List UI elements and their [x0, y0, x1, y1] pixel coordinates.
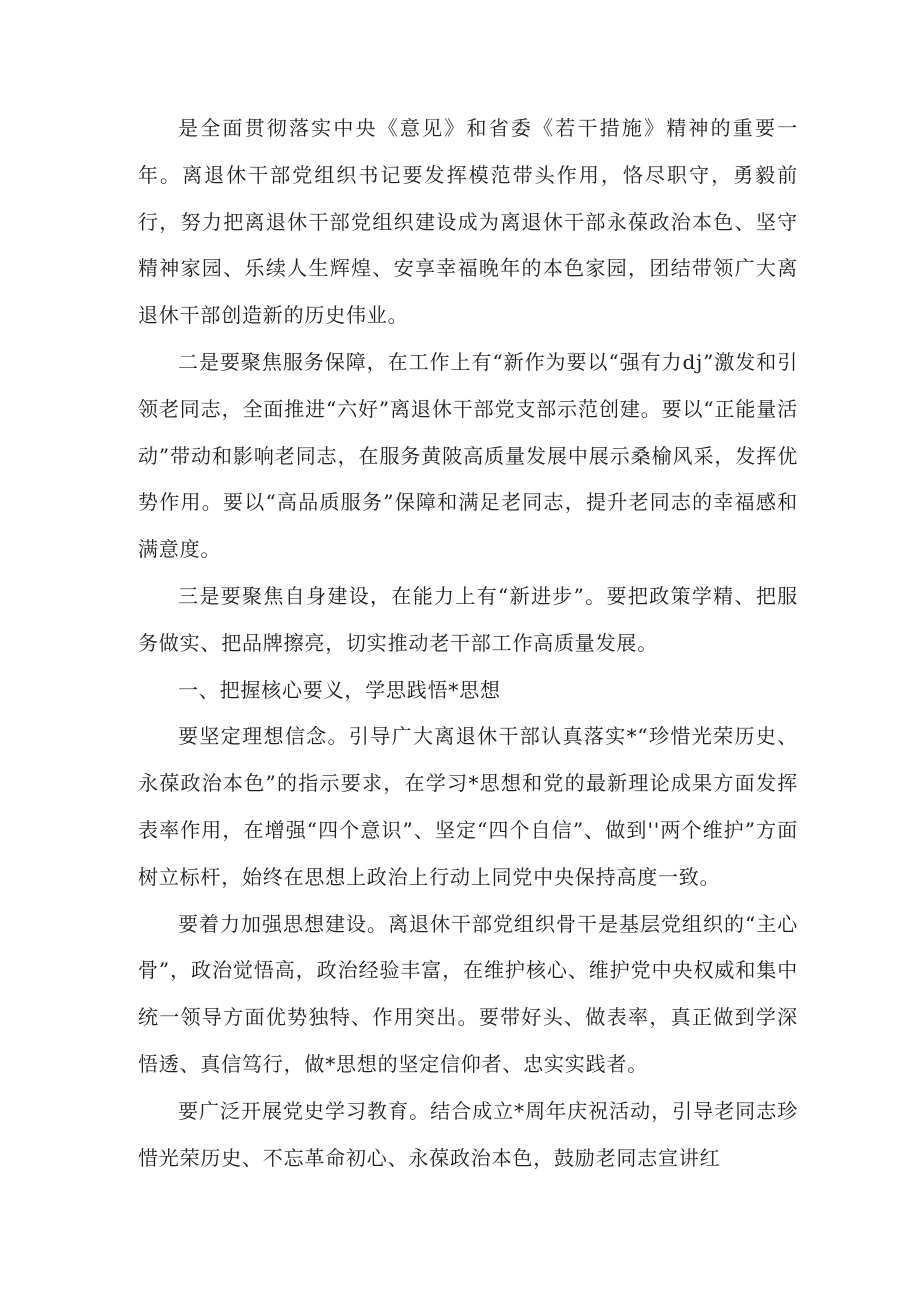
paragraph-goal-year: 是全面贯彻落实中央《意见》和省委《若干措施》精神的重要一年。离退休干部党组织书记要发挥模范带头作用，恪尽职守，勇毅前行，努力把离退休干部党组织建设成为离退休干部永葆政治本色、坚守精神家园、乐续人生辉煌、安享幸福晚年的本色家园，团结带领广大离退休干部创造新的历史伟业。 [138, 116, 798, 328]
paragraph-ideals-beliefs: 要坚定理想信念。引导广大离退休干部认真落实*“珍惜光荣历史、永葆政治本色”的指示要求，在学习*思想和党的最新理论成果方面发挥表率作用，在增强“四个意识”、坚定“四个自信”、做到''两个维护”方面树立标杆，始终在思想上政治上行动上同党中央保持高度一致。 [138, 724, 798, 889]
paragraph-service-guarantee: 二是要聚焦服务保障，在工作上有“新作为要以“强有力dj”激发和引领老同志，全面推进“六好”离退休干部党支部示范创建。要以“正能量活动”带动和影响老同志，在服务黄陂高质量发展中展示桑榆风采，发挥优势作用。要以“高品质服务”保障和满足老同志，提升老同志的幸福感和满意度。 [138, 349, 798, 562]
paragraph-self-building: 三是要聚焦自身建设，在能力上有“新进步”。要把政策学精、把服务做实、把品牌擦亮，切实推动老干部工作高质量发展。 [138, 583, 798, 655]
section-heading-core-essence: 一、把握核心要义，学思践悟*思想 [178, 677, 501, 702]
document-body [138, 105, 798, 1181]
paragraph-ideological-building: 要着力加强思想建设。离退休干部党组织骨干是基层党组织的“主心骨”，政治觉悟高，政治经验丰富，在维护核心、维护党中央权威和集中统一领导方面优势独特、作用突出。要带好头、做表率，真正做到学深悟透、真信笃行，做*思想的坚定信仰者、忠实实践者。 [138, 911, 798, 1076]
paragraph-party-history-education: 要广泛开展党史学习教育。结合成立*周年庆祝活动，引导老同志珍惜光荣历史、不忘革命初心、永葆政治本色，鼓励老同志宣讲红 [138, 1098, 798, 1170]
